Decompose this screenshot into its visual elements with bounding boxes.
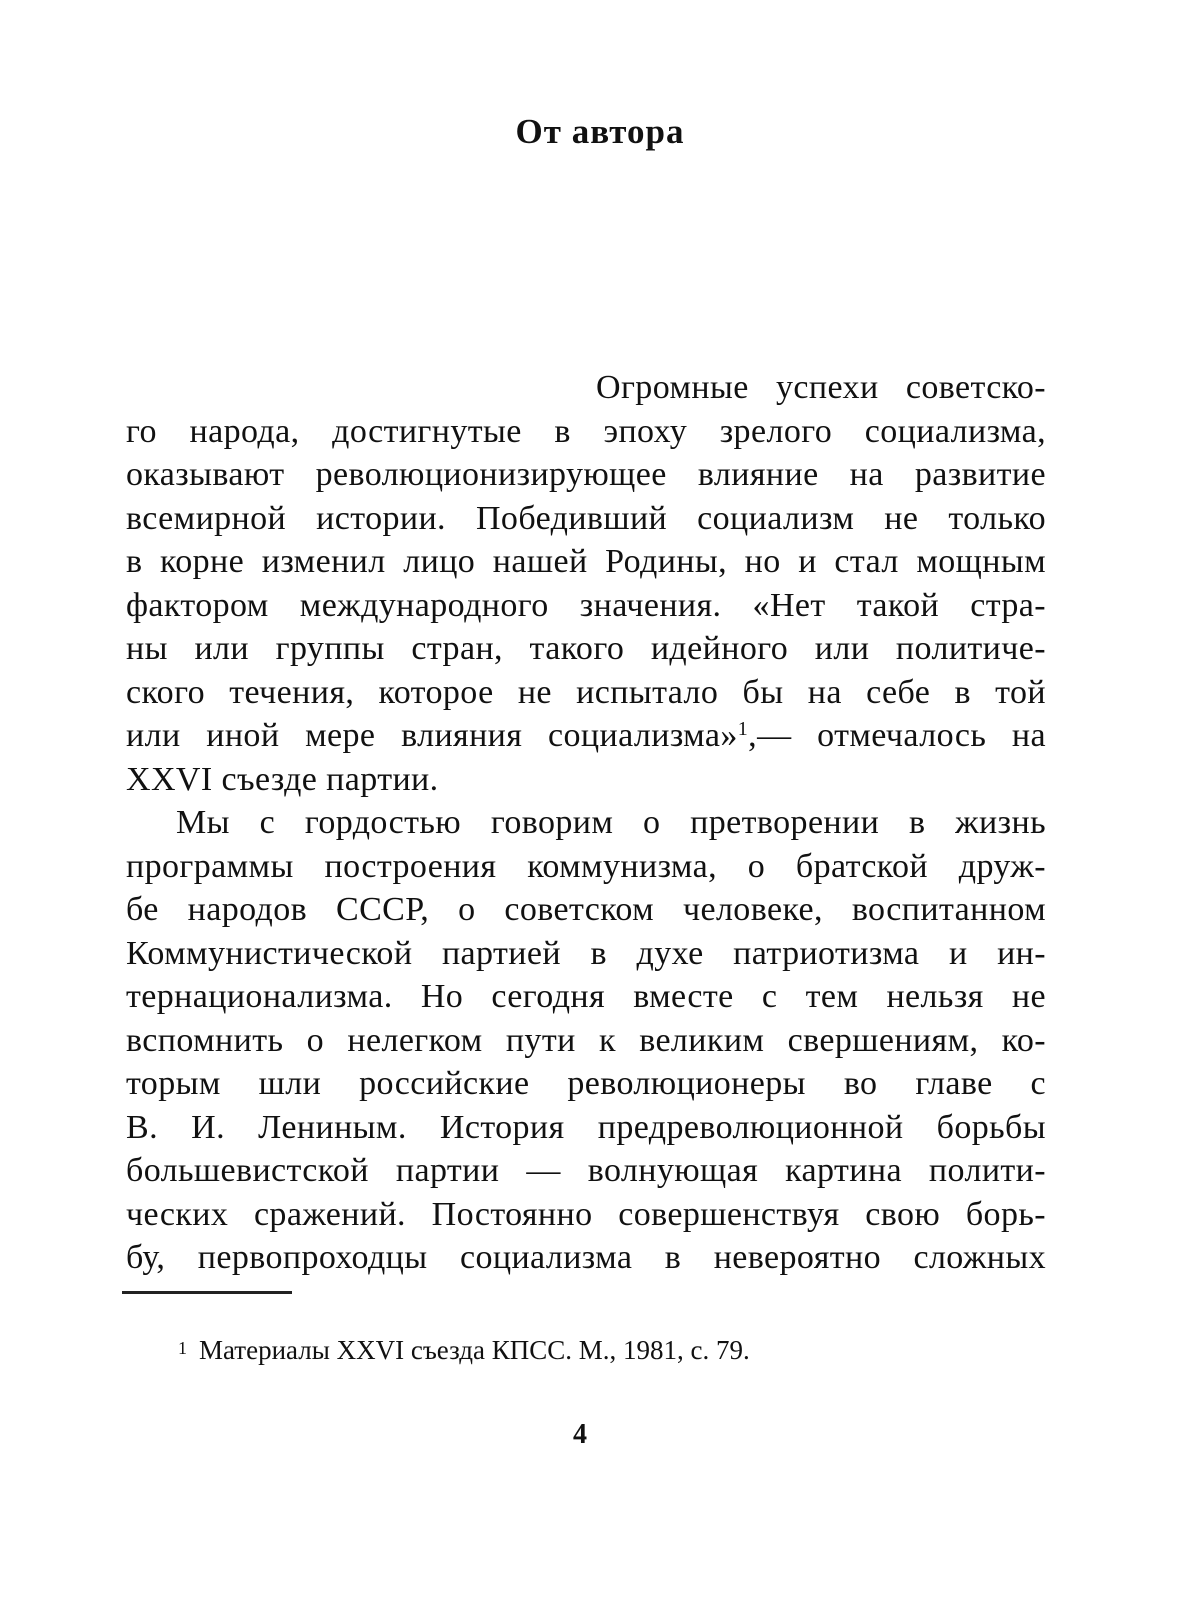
footnote-mark: 1	[178, 1338, 187, 1358]
text-line: бе народов СССР, о советском человеке, воспитанном	[126, 891, 1046, 928]
text-line: в корне изменил лицо нашей Родины, но и стал мощным	[126, 543, 1046, 580]
footnote-text: Материалы XXVI съезда КПСС. М., 1981, с. 79.	[199, 1335, 750, 1365]
text-line-with-footnote-ref	[126, 714, 1046, 758]
text-line: всемирной истории. Победивший социализм не только	[126, 499, 1046, 537]
page-number: 4	[573, 1419, 587, 1450]
text-line: большевистской партии — волнующая картина полити-	[126, 1152, 1046, 1189]
text-line: торым шли российские революционеры во главе с	[126, 1065, 1046, 1102]
text-line: XXVI съезде партии.	[126, 760, 439, 798]
text-line: программы построения коммунизма, о братской друж-	[126, 847, 1046, 885]
text-line: го народа, достигнутые в эпоху зрелого социализма,	[126, 412, 1046, 450]
text-line: оказывают революционизирующее влияние на развитие	[126, 456, 1046, 493]
body-text	[126, 366, 1046, 1280]
text-line: тернационализма. Но сегодня вместе с тем нельзя не	[126, 978, 1046, 1015]
text-line: бу, первопроходцы социализма в невероятно сложных	[126, 1239, 1046, 1276]
text-line: ского течения, которое не испытало бы на себе в той	[126, 673, 1046, 711]
page-title: От автора	[515, 112, 685, 151]
footnote	[178, 1332, 750, 1368]
footnote-divider	[122, 1291, 292, 1294]
text-line: ческих сражений. Постоянно совершенствуя свою борь-	[126, 1195, 1046, 1233]
text-line: фактором международного значения. «Нет такой стра-	[126, 586, 1046, 624]
text-line: В. И. Лениным. История предреволюционной борьбы	[126, 1108, 1046, 1146]
footnote-reference: 1	[737, 718, 749, 740]
text-line-end: ,— отмечалось на	[748, 717, 1046, 754]
text-line: Коммунистической партией в духе патриотизма и ин-	[126, 934, 1046, 972]
text-line: Огромные успехи советско-	[596, 369, 1046, 406]
text-line: вспомнить о нелегком пути к великим свершениям, ко-	[126, 1021, 1046, 1059]
text-line: ны или группы стран, такого идейного или политиче-	[126, 630, 1046, 667]
text-line: Мы с гордостью говорим о претворении в жизнь	[176, 804, 1046, 841]
text-line-start: или иной мере влияния социализма»	[126, 717, 738, 754]
